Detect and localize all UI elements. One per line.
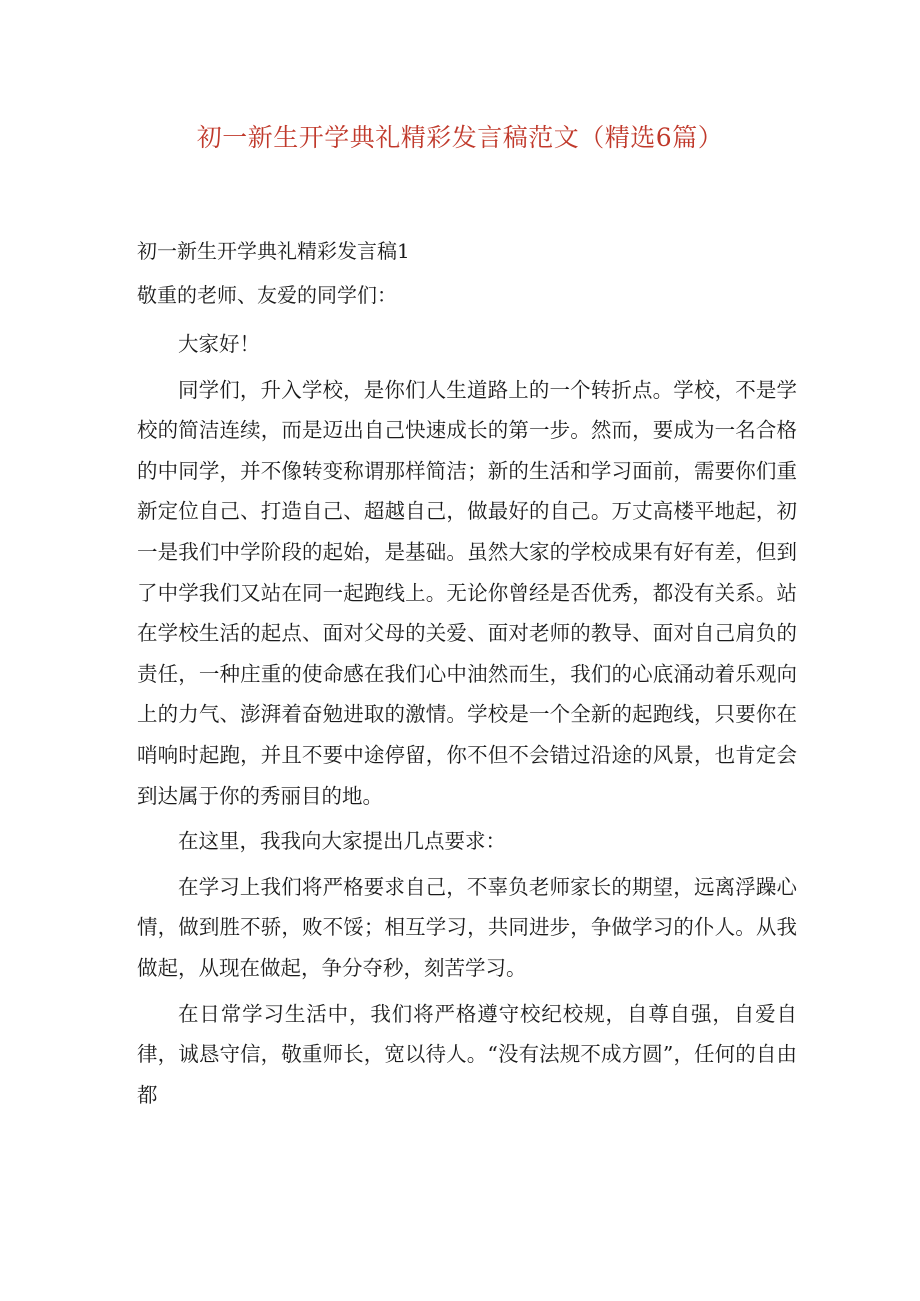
- paragraph-study: 在学习上我们将严格要求自己，不辜负老师家长的期望，远离浮躁心情，做到胜不骄，败不馁；相互学习，共同进步，争做学习的仆人。从我做起，从现在做起，争分夺秒，刻苦学习。: [137, 874, 797, 980]
- document-title: 初一新生开学典礼精彩发言稿范文（精选6篇）: [196, 123, 724, 152]
- salutation: 敬重的老师、友爱的同学们：: [137, 283, 397, 307]
- body-text: [137, 324, 797, 1115]
- paragraph-greeting: 大家好！: [178, 332, 260, 356]
- paragraph-intro: 同学们，升入学校，是你们人生道路上的一个转折点。学校，不是学校的简洁连续，而是迈出自己快速成长的第一步。然而，要成为一名合格的中同学，并不像转变称谓那样简洁；新的生活和学习面前，需要你们重新定位自己、打造自己、超越自己，做最好的自己。万丈高楼平地起，初一是我们中学阶段的起始，是基础。虽然大家的学校成果有好有差，但到了中学我们又站在同一起跑线上。无论你曾经是否优秀，都没有关系。站在学校生活的起点、面对父母的关爱、面对老师的教导、面对自己肩负的责任，一种庄重的使命感在我们心中油然而生，我们的心底涌动着乐观向上的力气、澎湃着奋勉进取的激情。学校是一个全新的起跑线，只要你在哨响时起跑，并且不要中途停留，你不但不会错过沿途的风景，也肯定会到达属于你的秀丽目的地。: [137, 377, 797, 808]
- section-heading: 初一新生开学典礼精彩发言稿1: [137, 239, 410, 263]
- paragraph-requirements-lead: 在这里，我我向大家提出几点要求：: [178, 829, 506, 854]
- paragraph-daily-life: 在日常学习生活中，我们将严格遵守校纪校规，自尊自强，自爱自律，诚恳守信，敬重师长，宽以待人。“没有法规不成方圆”，任何的自由都: [137, 1001, 797, 1107]
